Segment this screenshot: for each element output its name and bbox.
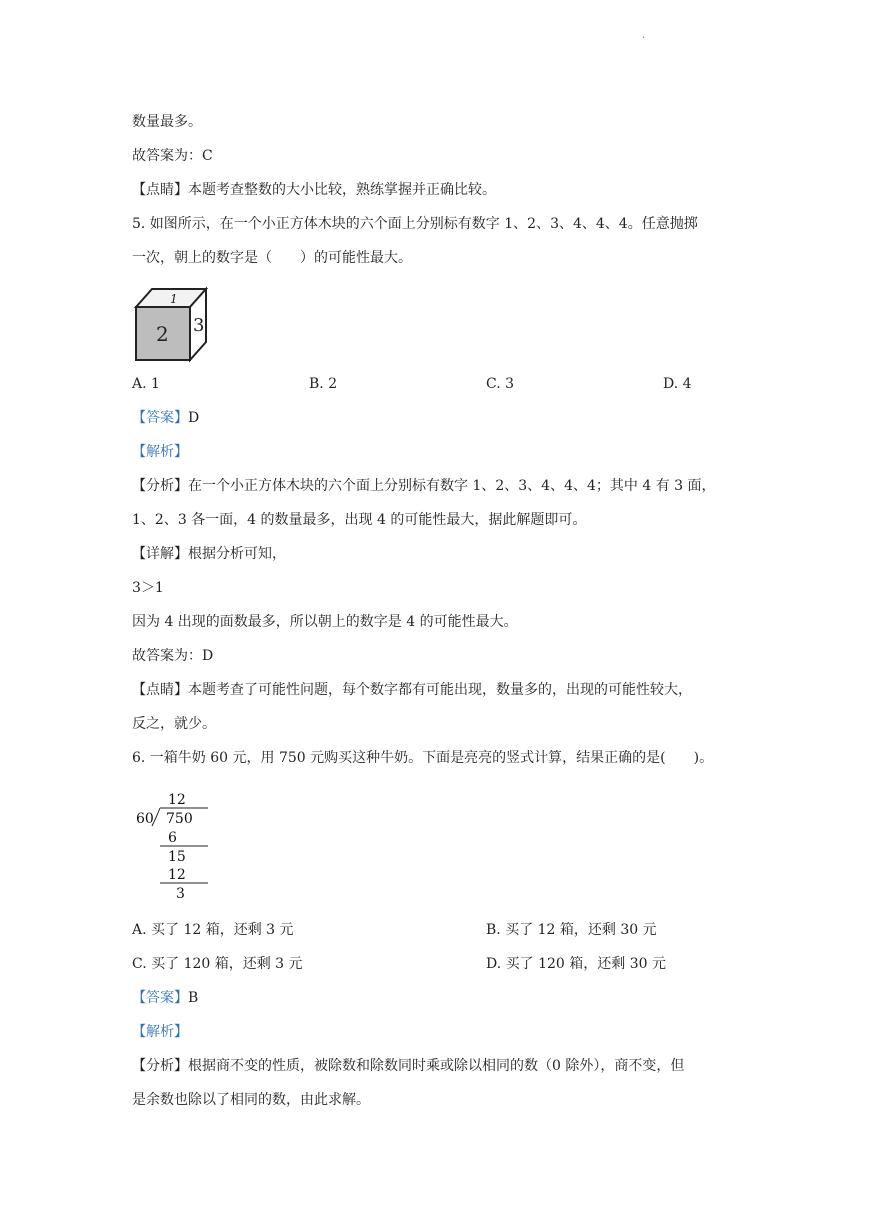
answer-value: D: [188, 410, 200, 426]
cube-side-number: 3: [193, 315, 205, 336]
q6-option-a: A. 买了 12 箱，还剩 3 元: [132, 922, 294, 938]
q5-option-a: A. 1: [132, 376, 160, 392]
analysis-text: 在一个小正方体木块的六个面上分别标有数字 1、2、3、4、4、4；其中 4 有 3 面，: [188, 478, 716, 494]
long-division-figure: [130, 790, 220, 902]
q6-jiexi-tag: 【解析】: [132, 1024, 188, 1040]
q6-stem: 6. 一箱牛奶 60 元，用 750 元购买这种牛奶。下面是亮亮的竖式计算，结果正确的是( )。: [132, 750, 714, 766]
division-step1: 6: [168, 830, 177, 846]
q6-answer: [132, 988, 198, 1008]
q6-analysis-line1: [132, 1056, 684, 1076]
q5-analysis-line2: 1、2、3 各一面，4 的数量最多，出现 4 的可能性最大，据此解题即可。: [132, 512, 587, 528]
q5-stem-line2: 一次，朝上的数字是（ ）的可能性最大。: [132, 250, 412, 266]
comment-tag: 【点睛】: [132, 682, 188, 698]
division-quotient: 12: [168, 792, 186, 808]
answer-tag: 【答案】: [132, 990, 188, 1006]
comment-tag: 【点睛】: [132, 182, 188, 198]
division-step2: 15: [168, 849, 186, 865]
division-remainder: 3: [176, 886, 185, 902]
q5-analysis-line1: [132, 476, 716, 496]
q5-comment-line2: 反之，就少。: [132, 716, 216, 732]
q6-analysis-line2: 是余数也除以了相同的数，由此求解。: [132, 1092, 370, 1108]
cube-figure: [130, 285, 212, 363]
q5-option-d: D. 4: [663, 376, 692, 392]
q5-comment-line1: [132, 680, 692, 700]
answer-value: B: [188, 990, 199, 1006]
q6-option-b: B. 买了 12 箱，还剩 30 元: [486, 922, 657, 938]
prev-comment: [132, 180, 496, 200]
q6-option-d: D. 买了 120 箱，还剩 30 元: [486, 956, 666, 972]
q5-stem-line1: 5. 如图所示，在一个小正方体木块的六个面上分别标有数字 1、2、3、4、4、4。任意抛掷: [132, 216, 698, 232]
prev-tail: 数量最多。: [132, 114, 202, 130]
division-dividend: 750: [166, 811, 193, 827]
analysis-tag: 【分析】: [132, 478, 188, 494]
q5-answer: [132, 408, 199, 428]
cube-front-number: 2: [156, 322, 169, 346]
comment-text: 本题考查整数的大小比较，熟练掌握并正确比较。: [188, 182, 496, 198]
q5-conclusion: 故答案为：D: [132, 648, 214, 664]
q5-option-b: B. 2: [309, 376, 338, 392]
q5-jiexi-tag: 【解析】: [132, 444, 188, 460]
analysis-text: 根据商不变的性质，被除数和除数同时乘或除以相同的数（0 除外），商不变，但: [188, 1058, 685, 1074]
detail-text: 根据分析可知，: [188, 546, 286, 562]
division-step3: 12: [168, 867, 186, 883]
comment-text: 本题考查了可能性问题，每个数字都有可能出现，数量多的，出现的可能性较大，: [188, 682, 692, 698]
answer-tag: 【答案】: [132, 410, 188, 426]
division-divisor: 60: [136, 811, 154, 827]
analysis-tag: 【分析】: [132, 1058, 188, 1074]
prev-answer: 故答案为：C: [132, 148, 213, 164]
q5-option-c: C. 3: [486, 376, 515, 392]
q5-compare: 3＞1: [132, 580, 164, 596]
q6-option-c: C. 买了 120 箱，还剩 3 元: [132, 956, 303, 972]
header-mark: .: [642, 30, 646, 41]
q5-detail: [132, 544, 286, 564]
detail-tag: 【详解】: [132, 546, 188, 562]
cube-top-number: 1: [170, 292, 178, 306]
q5-reason: 因为 4 出现的面数最多，所以朝上的数字是 4 的可能性最大。: [132, 614, 518, 630]
